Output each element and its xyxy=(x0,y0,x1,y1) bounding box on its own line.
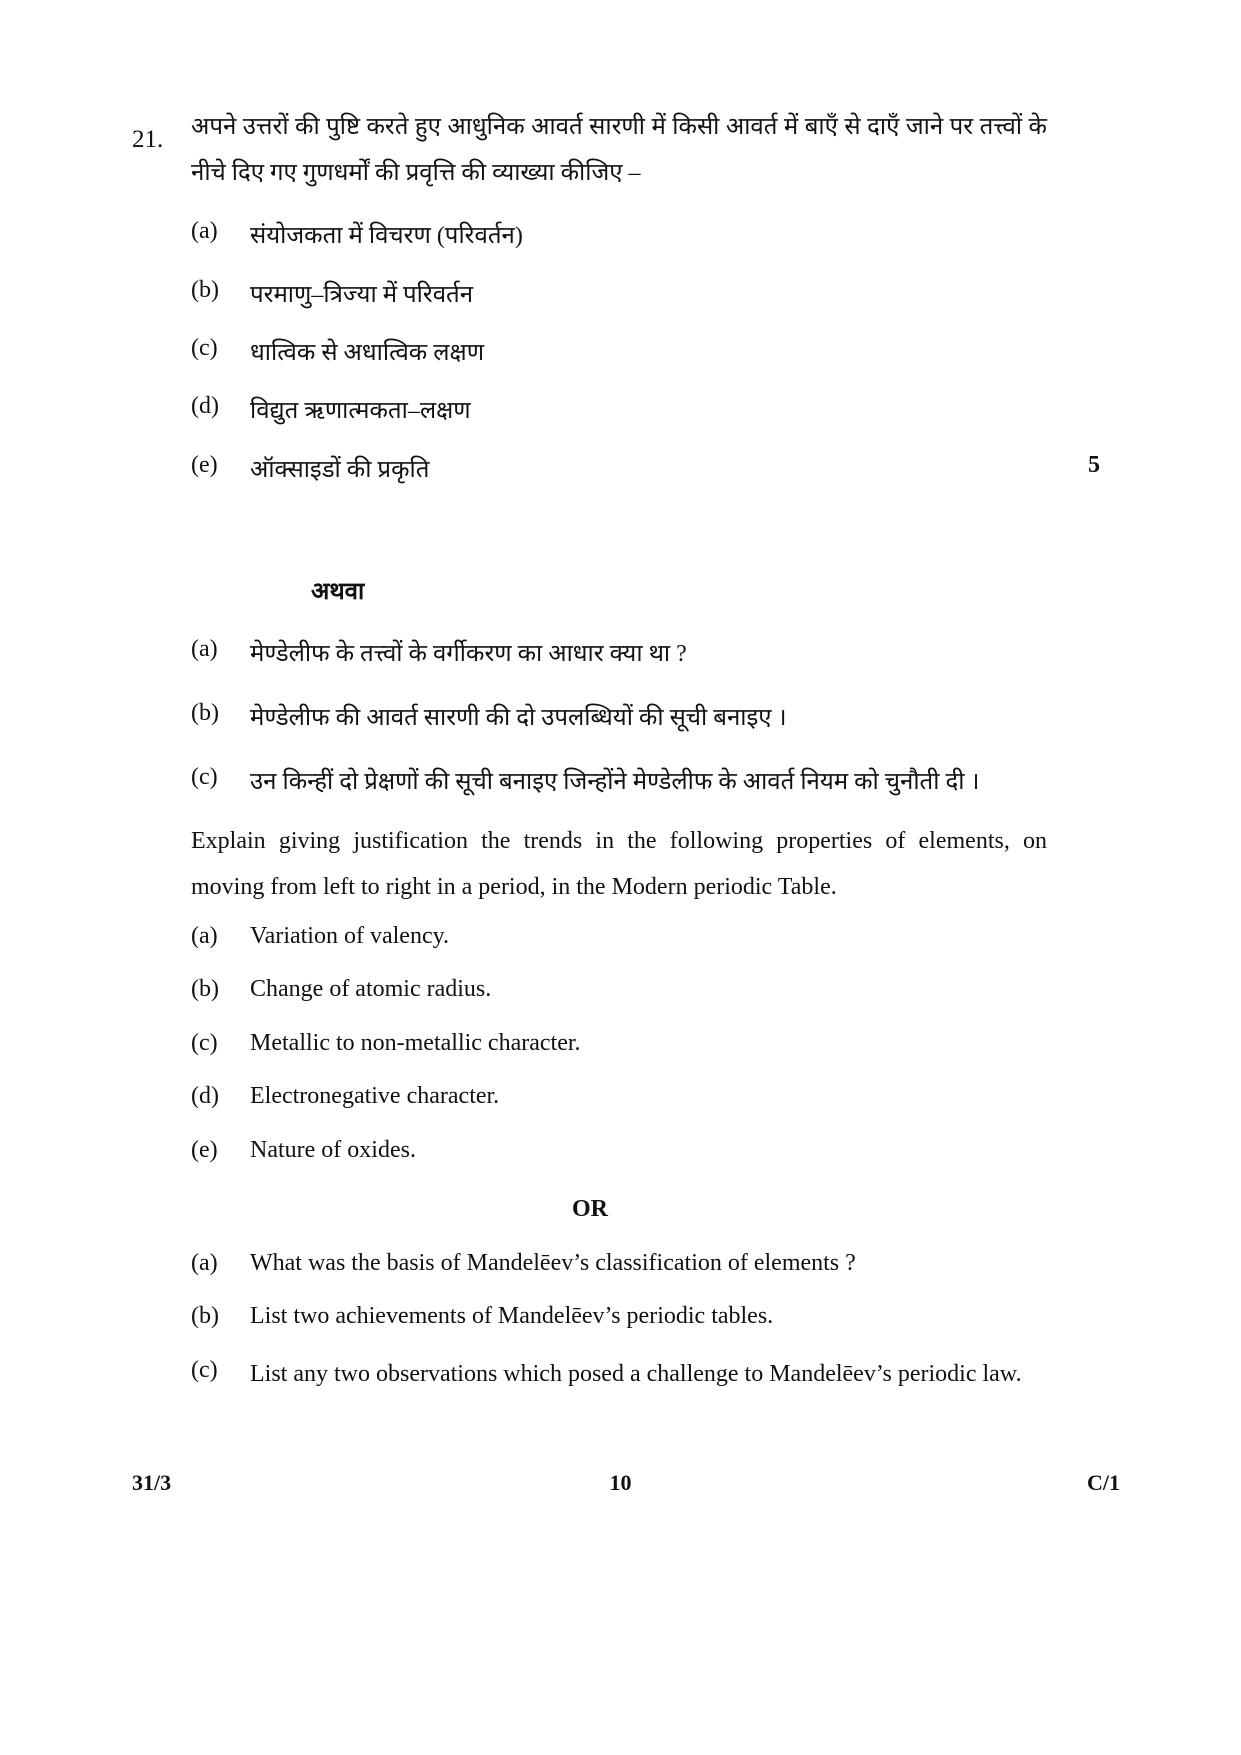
english-item-d xyxy=(191,1083,1061,1117)
english-item-e xyxy=(191,1137,1061,1171)
item-text: उन किन्हीं दो प्रेक्षणों की सूची बनाइए जिन्होंने मेण्डेलीफ के आवर्त नियम को चुनौती दी । xyxy=(250,769,980,795)
hindi-or-item-b xyxy=(191,700,1061,734)
page-number: 10 xyxy=(609,1470,632,1495)
item-text: List two achievements of Mandelēev’s periodic tables. xyxy=(250,1303,774,1329)
hindi-or-item-a xyxy=(191,636,1061,670)
item-label: (c) xyxy=(191,764,218,790)
item-label: (b) xyxy=(191,1303,219,1329)
hindi-question-intro: अपने उत्तरों की पुष्टि करते हुए आधुनिक आवर्त सारणी में किसी आवर्त में बाएँ से दाएँ जाने पर तत्त्वों के नीचे दिए गए गुणधर्मों की प्रवृत्ति की व्याख्या कीजिए – xyxy=(191,114,1047,186)
item-label: (c) xyxy=(191,1030,218,1056)
set-code: C/1 xyxy=(1087,1470,1120,1495)
english-item-a xyxy=(191,923,1061,957)
english-item-b xyxy=(191,976,1061,1010)
item-label: (c) xyxy=(191,335,218,361)
item-label: (c) xyxy=(191,1357,218,1383)
item-text: ऑक्साइडों की प्रकृति xyxy=(250,457,430,483)
item-label: (b) xyxy=(191,976,219,1002)
item-label: (a) xyxy=(191,1250,218,1276)
item-label: (e) xyxy=(191,1137,218,1163)
item-text: Nature of oxides. xyxy=(250,1137,416,1163)
hindi-item-e xyxy=(191,452,1061,486)
english-or-item-c xyxy=(191,1357,1061,1391)
english-or-item-b xyxy=(191,1303,1061,1337)
item-text: What was the basis of Mandelēev’s classification of elements ? xyxy=(250,1250,856,1276)
question-number: 21. xyxy=(132,126,164,153)
item-text: Variation of valency. xyxy=(250,923,450,949)
item-text: विद्युत ऋणात्मकता–लक्षण xyxy=(250,398,471,424)
hindi-item-a xyxy=(191,218,1061,252)
english-or-heading: OR xyxy=(572,1196,608,1222)
item-text: मेण्डेलीफ की आवर्त सारणी की दो उपलब्धियों की सूची बनाइए । xyxy=(250,705,787,731)
item-text: Metallic to non-metallic character. xyxy=(250,1030,581,1056)
item-text: संयोजकता में विचरण (परिवर्तन) xyxy=(250,223,523,249)
item-text: मेण्डेलीफ के तत्त्वों के वर्गीकरण का आधार क्या था ? xyxy=(250,641,687,667)
item-label: (b) xyxy=(191,277,219,303)
item-label: (b) xyxy=(191,700,219,726)
marks: 5 xyxy=(1088,452,1100,478)
item-text: List any two observations which posed a challenge to Mandelēev’s periodic law. xyxy=(250,1361,1022,1387)
item-label: (d) xyxy=(191,393,219,419)
paper-code: 31/3 xyxy=(132,1470,172,1495)
english-or-item-a xyxy=(191,1250,1061,1284)
hindi-or-item-c xyxy=(191,764,1061,798)
english-question-intro: Explain giving justification the trends in the following properties of elements, on moving from left to right in a period, in the Modern periodic Table. xyxy=(191,828,1047,900)
hindi-item-b xyxy=(191,277,1061,311)
item-label: (e) xyxy=(191,452,218,478)
hindi-or-heading: अथवा xyxy=(311,579,365,605)
item-label: (a) xyxy=(191,923,218,949)
item-label: (a) xyxy=(191,636,218,662)
english-item-c xyxy=(191,1030,1061,1064)
item-text: धात्विक से अधात्विक लक्षण xyxy=(250,340,485,366)
item-text: Electronegative character. xyxy=(250,1083,500,1109)
item-label: (d) xyxy=(191,1083,219,1109)
item-text: परमाणु–त्रिज्या में परिवर्तन xyxy=(250,282,474,308)
hindi-item-d xyxy=(191,393,1061,427)
item-label: (a) xyxy=(191,218,218,244)
hindi-item-c xyxy=(191,335,1061,369)
item-text: Change of atomic radius. xyxy=(250,976,492,1002)
